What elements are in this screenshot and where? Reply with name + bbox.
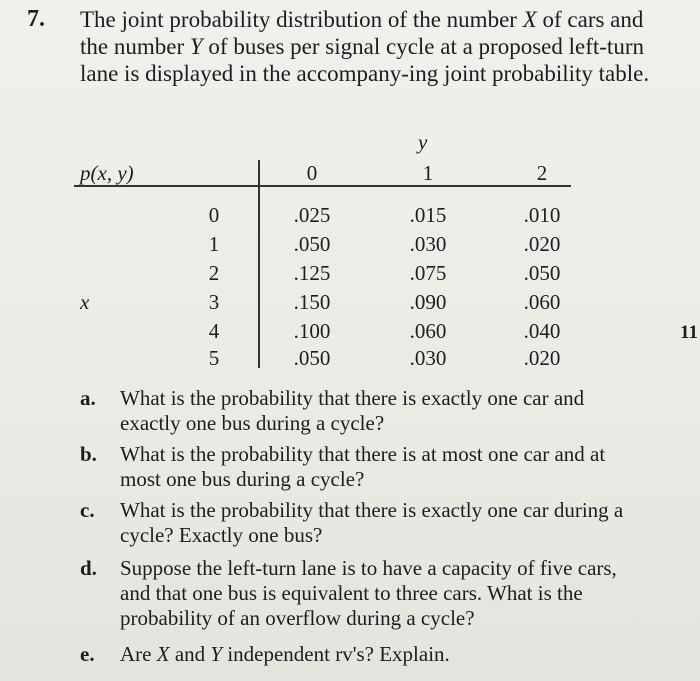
- question-text: What is the probability that there is at most one car and at most one bus during a cycle?: [120, 442, 606, 491]
- question-e: [80, 642, 650, 670]
- question-letter: d.: [80, 556, 97, 580]
- table-cell: .090: [409, 290, 447, 314]
- row-label: 4: [208, 319, 220, 343]
- column-header: 0: [306, 161, 318, 185]
- table-cell: .050: [293, 232, 331, 256]
- margin-page-number: 11: [680, 322, 698, 343]
- table-cell: .030: [409, 232, 447, 256]
- table-cell: .040: [523, 319, 561, 343]
- table-cell: .060: [523, 290, 561, 314]
- row-label: 2: [208, 261, 220, 285]
- table-vertical-rule: [258, 160, 260, 368]
- table-cell: .030: [409, 346, 447, 370]
- question-c: [80, 498, 650, 548]
- problem-statement: The joint probability distribution of the number X of cars and the number Y of buses per signal cycle at a proposed left-turn lane is displayed in the accompany-ing joint probability table.: [80, 7, 650, 86]
- table-cell: .020: [523, 346, 561, 370]
- question-text: Suppose the left-turn lane is to have a capacity of five cars, and that one bus is equivalent to three cars. What is the probability of an overflow during a cycle?: [120, 556, 617, 630]
- column-header: 2: [536, 161, 548, 185]
- column-header: 1: [422, 161, 434, 185]
- question-b: [80, 442, 650, 492]
- table-corner-label: p(x, y): [80, 161, 134, 185]
- table-cell: .150: [293, 290, 331, 314]
- row-label: 5: [208, 346, 220, 370]
- question-letter: e.: [80, 642, 95, 666]
- row-variable-label: x: [80, 290, 90, 314]
- table-header-rule: [74, 185, 571, 187]
- question-text: Are X and Y independent rv's? Explain.: [120, 642, 450, 666]
- table-cell: .020: [523, 232, 561, 256]
- row-label: 0: [208, 203, 220, 227]
- row-label: 3: [208, 290, 220, 314]
- table-cell: .050: [293, 346, 331, 370]
- question-text: What is the probability that there is exactly one car and exactly one bus during a cycle?: [120, 386, 585, 435]
- row-label: 1: [208, 232, 220, 256]
- problem-number: 7.: [27, 6, 45, 32]
- table-cell: .100: [293, 319, 331, 343]
- table-cell: .075: [409, 261, 447, 285]
- question-a: [80, 386, 650, 436]
- table-cell: .050: [523, 261, 561, 285]
- table-cell: .015: [409, 203, 447, 227]
- table-cell: .060: [409, 319, 447, 343]
- question-letter: b.: [80, 442, 97, 466]
- table-cell: .025: [293, 203, 331, 227]
- question-letter: c.: [80, 498, 95, 522]
- column-variable-label: y: [418, 130, 428, 154]
- table-cell: .010: [523, 203, 561, 227]
- question-d: [80, 556, 650, 636]
- table-cell: .125: [293, 261, 331, 285]
- question-text: What is the probability that there is exactly one car during a cycle? Exactly one bus?: [120, 498, 624, 547]
- question-letter: a.: [80, 386, 96, 410]
